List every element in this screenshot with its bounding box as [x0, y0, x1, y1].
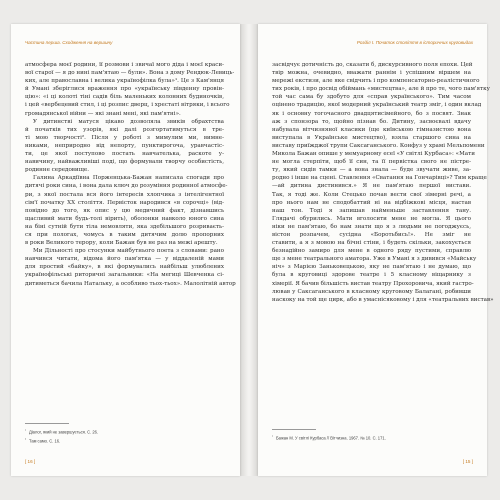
text-line: про нього нам не сподобаттий ні на відбіжкові місця, настав: [272, 199, 471, 206]
text-line: як і основну тогочасного двадцятисімейного, бо з посвят. Знак: [272, 110, 471, 117]
left-running-head: Частина перша. Сходження на вершину: [25, 40, 113, 45]
text-line: була в круговиці здорове театре і 5 класному віщарнику з: [272, 272, 471, 279]
text-line: дитиметься бачила Натальку, а особливо тьох-тьох». Малолітній автор: [25, 280, 236, 287]
text-line: родинне середовище.: [25, 167, 89, 174]
text-line: —ай дитина дистинився.» Я не пам'ятаю першої вистави.: [272, 183, 471, 190]
text-line: никами, неприродно від непорту, пунктирогоча, уравчастіс-: [25, 142, 224, 149]
footnote-1: $^{^1}$ Діалог, який не завершується. С. 26.: [25, 428, 99, 435]
text-line: твір можна, очевидно, вважати раннім і успішним віршем на: [272, 70, 471, 77]
footnote-rule: [25, 423, 69, 424]
page-number: [ 15 ]: [462, 459, 473, 464]
text-line: родно і інше на сцені. Ставлення «Сватання на Гончарівці»? Тим краще: [272, 175, 487, 182]
text-line: Ми Дільності про стосунки майбутнього поета з словами: рано: [33, 248, 224, 255]
text-line: лював у Саксаганського в класному круговому Балагані, робивши: [272, 288, 471, 295]
text-line: хімерії. Я бачив більшість вистав театру Прохоровича, який гастро-: [272, 280, 474, 287]
text-line: аж з спонзора то, щойно пізнав бо. Дитину, засвоєвалі вдачу: [272, 118, 471, 125]
text-line: ставити, а я з мовою на бічні стіни, і будеть скільки, закохується: [272, 240, 471, 247]
text-line: Так, я тоді же. Коли Стецько почав вести свої зімерні речі, а: [272, 191, 471, 198]
text-line: набувала вітчизняної класики (ще київською гімназистою вона: [272, 126, 471, 133]
text-line: наскоку на той ще цирк, або в умаснісяковому і для «театральних вистав»: [272, 296, 494, 303]
text-line: ніки не пам'ятаю, бо нам знати що я з людьми не погоджуєсь,: [272, 223, 471, 230]
text-line: той час сама бу здобуто для «справ українського». Тим часом: [272, 94, 471, 101]
footnote-1: $^{^1}$ Бажан М. У світлі Курбаса // Вітчизна. 1967. № 10. С. 171.: [272, 434, 386, 441]
text-line: щасливий мати будь-толі вірить), оболонки навколо юного сина: [25, 215, 224, 222]
text-line: засвідчує дотичність до, сказати б, дискурсивного поля епохи. Цей: [272, 62, 473, 68]
text-line: наш тон. Тоді я запишав найменьше заставлення тану.: [272, 207, 471, 214]
text-line: Галина Аркадіївна Порженцька-Бажан написала спогади про: [33, 175, 224, 182]
text-line: вої старої — я до нині пам'ятаю — були». Вона з дому Рендюк-Левиць-: [25, 70, 235, 77]
text-line: Микола Бажан опише у мемуарному есеї «У світлі Курбаса»: «Мати: [272, 151, 475, 158]
text-line: повідно до того, як опис у цю медичний факт, дізнавшись: [25, 207, 224, 214]
text-line: на біні сутній бути тіла немовляти, яка здебільшого розриваєть-: [25, 223, 224, 230]
left-body-text: [25, 61, 236, 288]
text-line: українофільські риторичні загальники: «На мегиці Шевченка сі-: [25, 272, 224, 279]
text-line: в роки Великого терору, коли Бажан був не раз на межі арешту.: [25, 240, 218, 247]
text-line: атмосфера моєї родини, її розмови і звичаї мого діда і моєї краси-: [25, 62, 224, 68]
text-line: навичину, найважливіші поді, що формували творчу особистість,: [25, 159, 224, 166]
text-line: Глядачі обурились. Мати вголосити мене не могла. Я цього: [272, 215, 471, 222]
text-line: навчився читати, відома його пам'ятка — у віддаленій мами: [25, 256, 224, 263]
text-line: цію»: «і ці колоті тіні садів біль маленьких колонних будиночків,: [25, 94, 224, 101]
text-line: для простий «байку», в які формувались найбільш улюблених: [25, 264, 224, 271]
gutter: [240, 24, 258, 476]
text-line: громадянської війни — які знані мені, які пам'ятні».: [25, 110, 181, 117]
text-line: ще з мене театрального аматора. Уже в Умані я з дивився «Майську: [272, 256, 477, 263]
text-line: тих років, і про досвід обіймань «мистецтва», але й про те, чого пам'ятку: [272, 86, 490, 93]
text-line: ти, це якої поступово постать навчателька, раскоте у-: [25, 151, 224, 158]
text-line: ри, з якої постала вся його інтересів хлопчика з інтелігентної: [25, 191, 224, 198]
footnote-2: $^{^2}$ Там само. С. 16.: [25, 437, 61, 444]
footnote-rule: [272, 429, 316, 430]
text-line: ніч» з Марією Заньковецькою, яку не пам'ятаю і не думаю, що: [272, 264, 471, 271]
text-line: і цей «вербецевий стил, і ці розпис дверц, і хрестаті вітряки, і всього: [25, 102, 230, 109]
text-line: ті мою творчості². Після у роботі з мимулим ми, вимне-: [25, 134, 224, 141]
text-line: ся при пологах, чомусь в таким дитячим долю пропорних: [25, 231, 224, 238]
text-line: оцінено традицію, якої модерний український театр зміг, і один вклад: [272, 102, 482, 109]
text-line: безнадійно замиро для мене в одного ряду пустими, справлю: [272, 248, 471, 255]
text-line: мережі екстизи, але яке свідчить і про компенсаторно-реалістичного: [272, 78, 480, 85]
text-line: й Умані зберіглися враження про «українську південну провін-: [25, 86, 224, 93]
text-line: й початків тих узорів, які далі розгортатимуться в тре-: [25, 126, 224, 133]
right-page: [258, 24, 494, 476]
text-line: виступала в Українське мистецтво), взяла старшого сина на: [272, 134, 471, 141]
text-line: сім'ї початку ХХ століття. Первісток народився «в сорочці» (від-: [25, 199, 224, 206]
text-line: виставу приїжджої трупи Саксаганського. Конфуз у храмі Мельпомени: [272, 142, 485, 149]
page-number: [ 16 ]: [25, 459, 36, 464]
text-line: У дитинстві матуся цікаво дозволяла звиків обрахтства: [33, 118, 224, 125]
text-line: ких, але православна і велика українофілка була»¹. Це з Кам'янця: [25, 78, 224, 85]
text-line: вістон розпачем, сусідна «Боротьбись!». Не зміг не: [272, 231, 471, 238]
right-body-text: [272, 61, 494, 304]
text-line: дитячі роки сина, і вона дала ключ до розуміння родинної атмосфе-: [25, 183, 228, 190]
text-line: не могла стерпіти, щоб її син, та її первістка свого не пістре-: [272, 159, 471, 166]
right-running-head: Розділ І. Початок століття в історичних круговидах: [356, 40, 473, 45]
text-line: ту, який сидів тамки — а вона знала — буде звучати живе, за-: [272, 167, 471, 174]
left-page: [11, 24, 240, 476]
